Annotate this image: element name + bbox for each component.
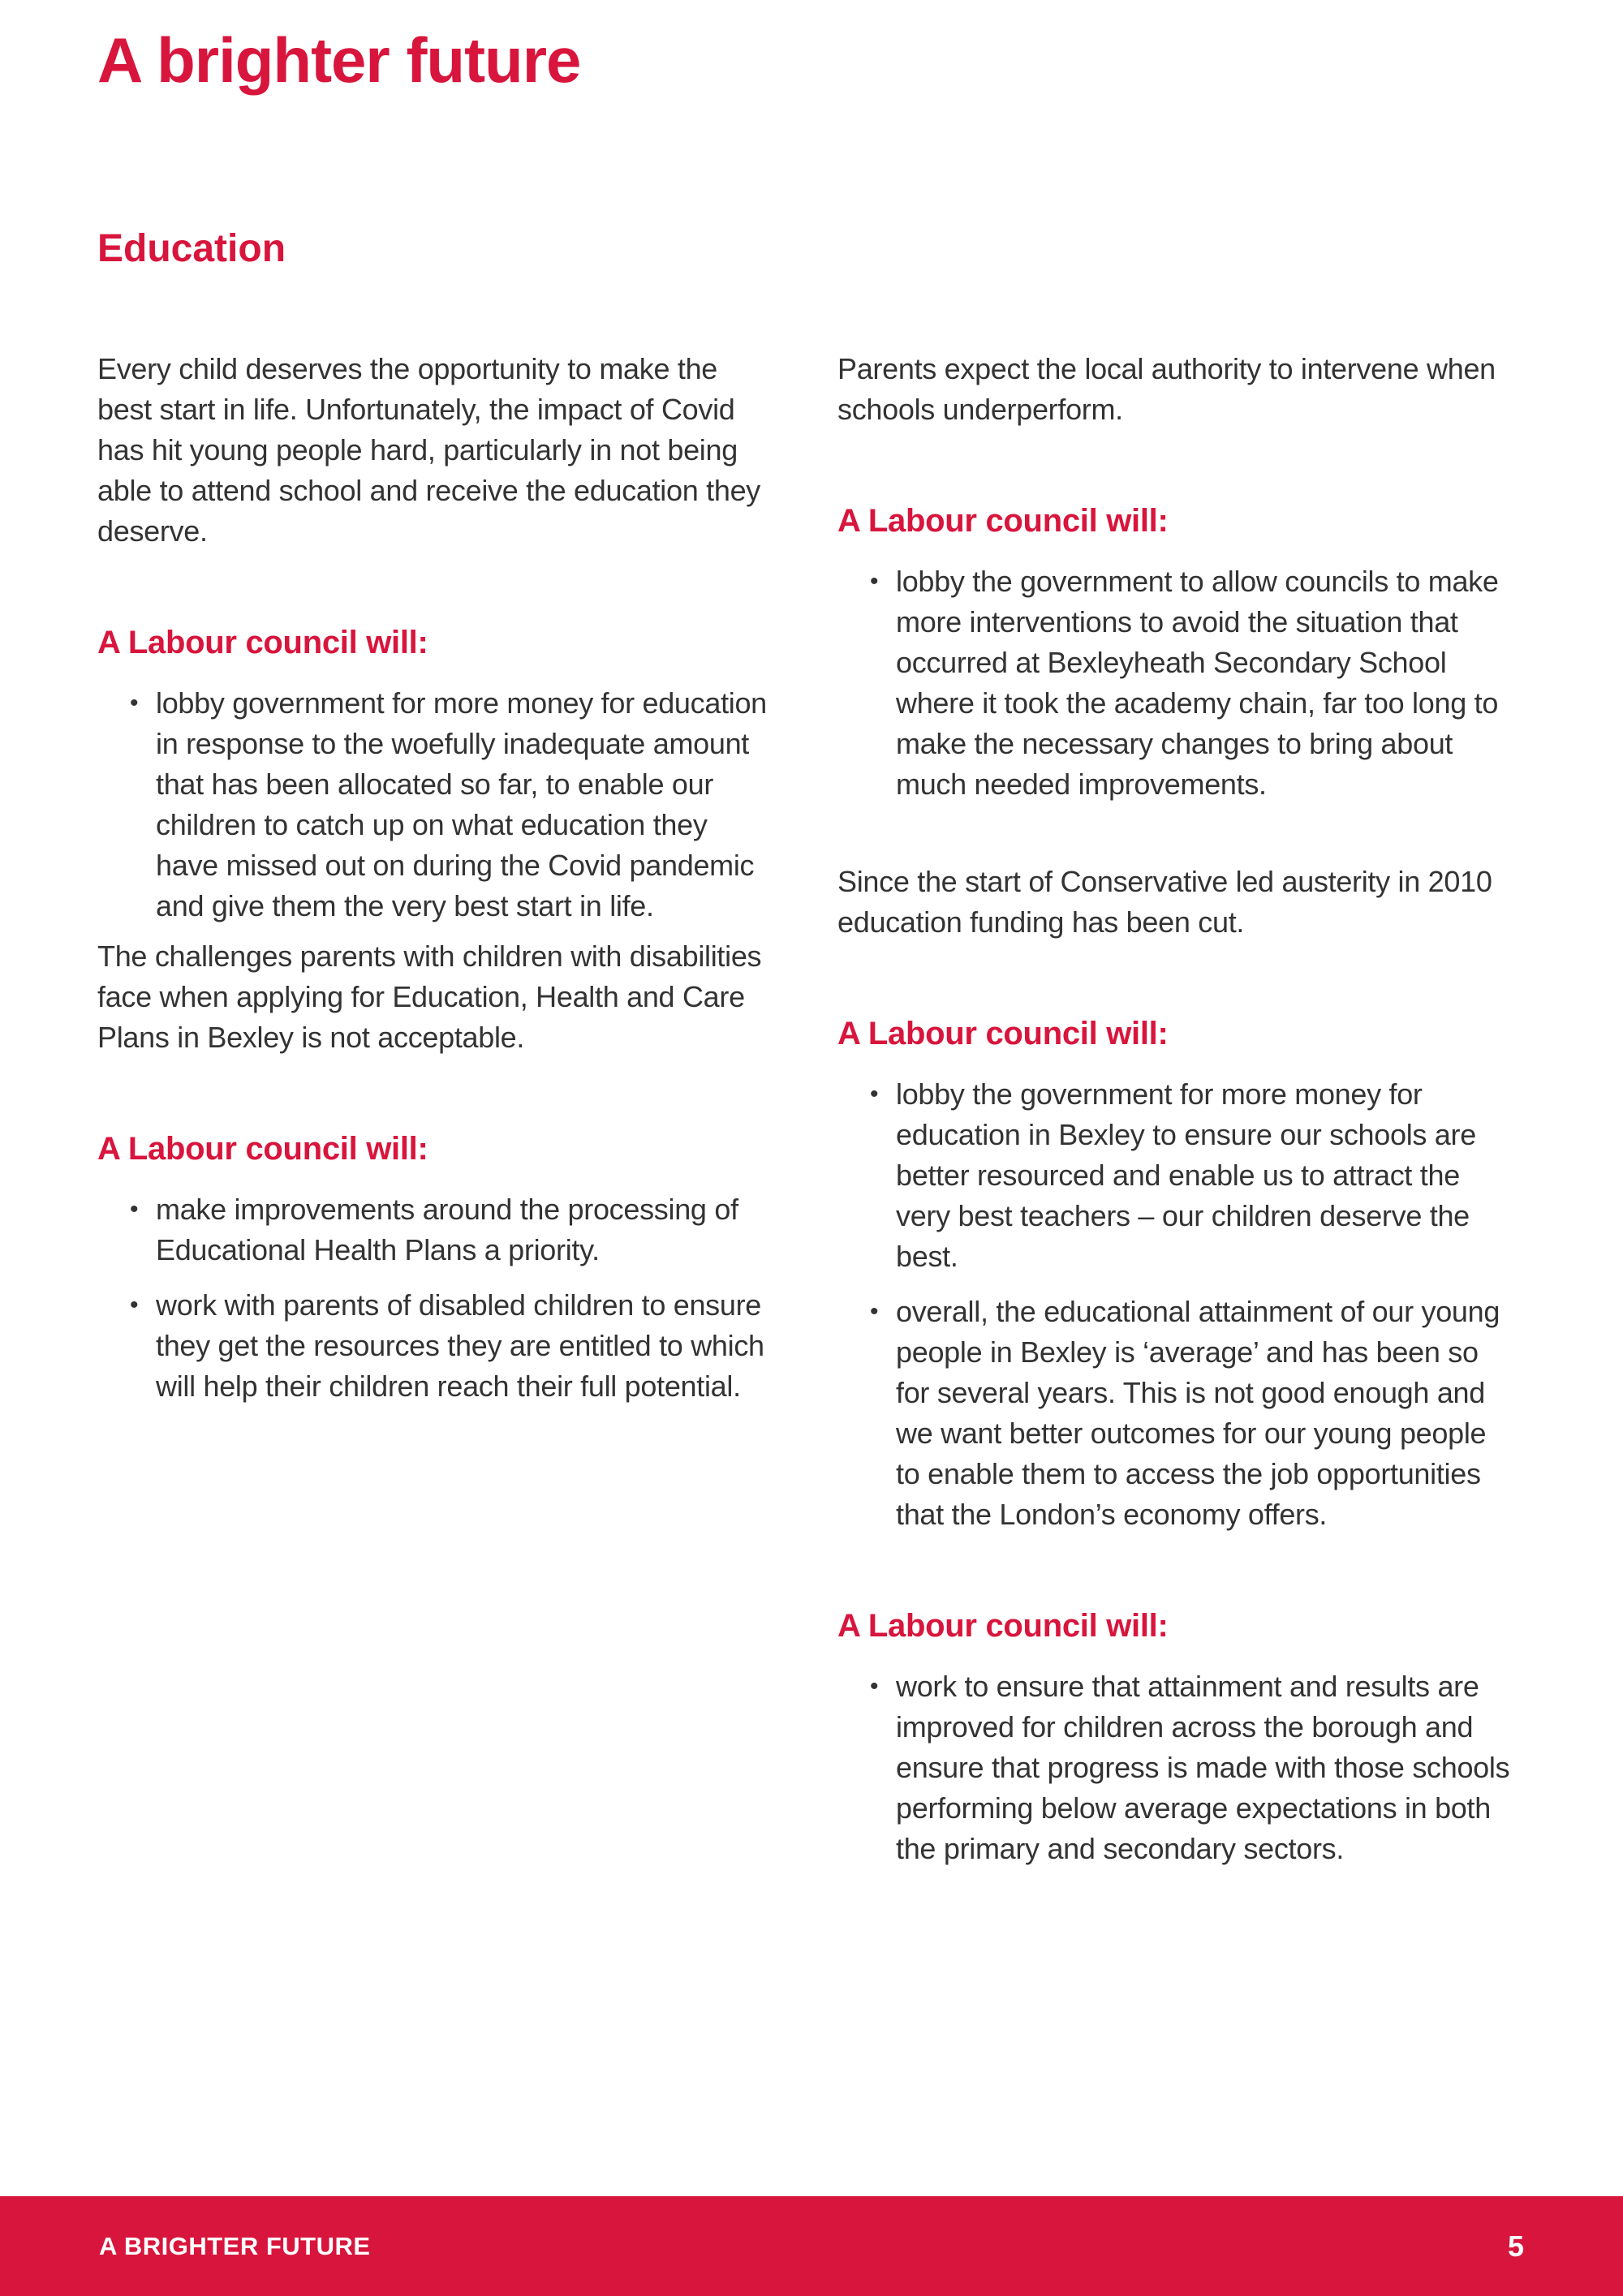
bullet-icon: • xyxy=(130,690,139,716)
bullet-icon: • xyxy=(870,1298,879,1325)
bullet-icon: • xyxy=(130,1196,139,1223)
two-column-layout xyxy=(97,349,1526,1869)
list-item xyxy=(97,1189,773,1271)
paragraph: Since the start of Conservative led austerity in 2010 education funding has been cut. xyxy=(837,865,1492,939)
bullet-list xyxy=(97,683,773,927)
paragraph: Parents expect the local authority to intervene when schools underperform. xyxy=(837,352,1496,426)
paragraph: Every child deserves the opportunity to make the best start in life. Unfortunately, the impact of Covid has hit young people hard, particularly in not being able to attend school and receive the education they deserve. xyxy=(97,352,760,548)
bullet-icon: • xyxy=(870,1673,879,1700)
body-column-right xyxy=(837,349,1513,1869)
list-item xyxy=(97,683,773,927)
list-item-text: work to ensure that attainment and results are improved for children across the borough and ensure that progress is made with those schools performing below average expectations in both the primary and secondary sectors. xyxy=(896,1670,1510,1865)
list-item-text: overall, the educational attainment of our young people in Bexley is ‘average’ and has been so for several years. This is not good enough and we want better outcomes for our young people to enable them to access the job opportunities that the London’s economy offers. xyxy=(896,1295,1500,1531)
footer-bar xyxy=(0,2196,1623,2296)
bullet-list xyxy=(837,561,1513,805)
list-item-text: lobby the government to allow councils to make more interventions to avoid the situation that occurred at Bexleyheath Secondary School where it took the academy chain, far too long to make the necessary changes to bring about much needed improvements. xyxy=(896,565,1499,801)
list-item xyxy=(837,1666,1513,1869)
council-will-heading: A Labour council will: xyxy=(97,1131,428,1167)
bullet-list xyxy=(837,1666,1513,1869)
bullet-icon: • xyxy=(870,568,879,595)
list-item xyxy=(837,561,1513,805)
list-item xyxy=(837,1074,1513,1277)
bullet-list xyxy=(97,1189,773,1407)
bullet-icon: • xyxy=(130,1292,139,1318)
list-item-text: lobby government for more money for education in response to the woefully inadequate amount that has been allocated so far, to enable our children to catch up on what education they have missed out on during the Covid pandemic and give them the very best start in life. xyxy=(156,686,767,922)
council-will-heading: A Labour council will: xyxy=(837,1016,1169,1051)
list-item-text: lobby the government for more money for education in Bexley to ensure our schools are better resourced and enable us to attract the very best teachers – our children deserve the best. xyxy=(896,1077,1476,1273)
section-heading: Education xyxy=(97,227,286,270)
list-item xyxy=(97,1285,773,1407)
council-will-heading: A Labour council will: xyxy=(837,1608,1169,1644)
list-item-text: make improvements around the processing of Educational Health Plans a priority. xyxy=(156,1193,738,1266)
body-column-left xyxy=(97,349,773,1869)
council-will-heading: A Labour council will: xyxy=(837,503,1169,539)
list-item xyxy=(837,1292,1513,1535)
bullet-icon: • xyxy=(870,1081,879,1107)
footer-title: A BRIGHTER FUTURE xyxy=(99,2231,371,2260)
paragraph: The challenges parents with children with disabilities face when applying for Education, Health and Care Plans in Bexley is not acceptable. xyxy=(97,939,762,1054)
page-number: 5 xyxy=(1507,2229,1524,2263)
council-will-heading: A Labour council will: xyxy=(97,625,428,660)
page-title: A brighter future xyxy=(97,24,581,96)
bullet-list xyxy=(837,1074,1513,1535)
list-item-text: work with parents of disabled children to ensure they get the resources they are entitled to which will help their children reach their full potential. xyxy=(156,1288,764,1403)
